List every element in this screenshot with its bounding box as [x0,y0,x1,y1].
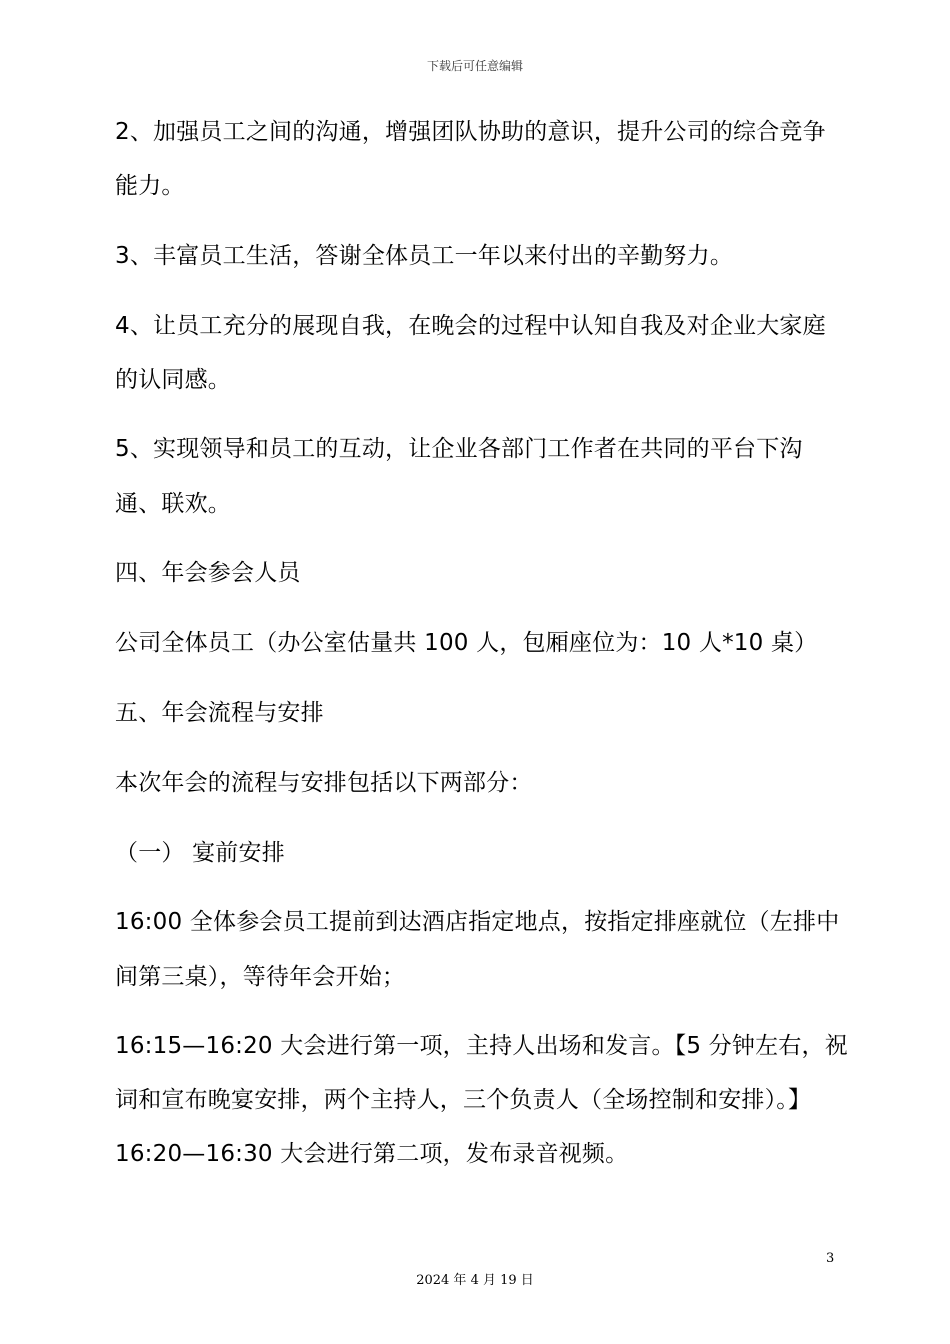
paragraph-line: 4、让员工充分的展现自我，在晚会的过程中认知自我及对企业大家庭 [115,313,826,339]
paragraph-line: 3、丰富员工生活，答谢全体员工一年以来付出的辛勤努力。 [115,243,734,269]
paragraph-line: 本次年会的流程与安排包括以下两部分： [115,770,533,796]
paragraph-line: 5、实现领导和员工的互动，让企业各部门工作者在共同的平台下沟 [115,436,803,462]
paragraph-line: 间第三桌），等待年会开始； [115,964,406,990]
paragraph-line: 16:15—16:20 大会进行第一项，主持人出场和发言。【5 分钟左右，祝 [115,1033,848,1059]
subsection-heading: （一） 宴前安排 [115,840,285,866]
section-heading: 五、年会流程与安排 [115,700,324,726]
paragraph-line: 通、联欢。 [115,491,231,517]
paragraph-line: 公司全体员工（办公室估量共 100 人，包厢座位为：10 人*10 桌） [115,630,818,656]
page-number: 3 [826,1251,835,1266]
paragraph-line: 16:00 全体参会员工提前到达酒店指定地点，按指定排座就位（左排中 [115,909,840,935]
section-heading: 四、年会参会人员 [115,560,301,586]
paragraph-line: 词和宣布晚宴安排，两个主持人，三个负责人（全场控制和安排）。】 [115,1087,812,1113]
paragraph-line: 2、加强员工之间的沟通，增强团队协助的意识，提升公司的综合竞争 [115,119,826,145]
header-note: 下载后可任意编辑 [426,59,523,73]
paragraph-line: 16:20—16:30 大会进行第二项，发布录音视频。 [115,1141,629,1167]
paragraph-line: 的认同感。 [115,367,231,393]
footer-date: 2024 年 4 月 19 日 [416,1273,534,1288]
paragraph-line: 能力。 [115,173,185,199]
